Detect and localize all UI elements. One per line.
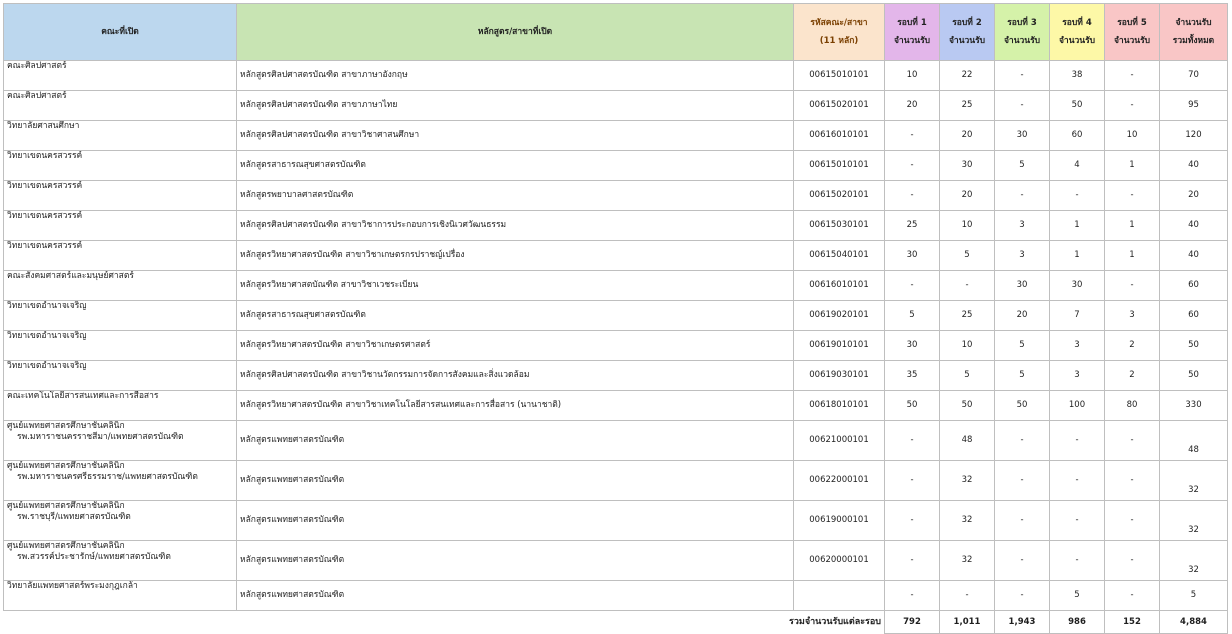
cell-round-4[interactable]: 3 [1050,331,1105,361]
cell-round-2[interactable]: 48 [940,421,995,461]
faculty-line: คณะศิลปศาสตร์ [7,61,67,71]
cell-code[interactable]: 00616010101 [794,121,885,151]
cell-total[interactable]: 40 [1160,241,1228,271]
faculty-line: วิทยาเขตอำนาจเจริญ [7,331,87,341]
cell-code[interactable]: 00618010101 [794,391,885,421]
header-program[interactable]: หลักสูตร/สาขาที่เปิด [237,4,794,61]
cell-round-5[interactable]: - [1105,461,1160,501]
cell-round-4[interactable]: 30 [1050,271,1105,301]
cell-round-1[interactable]: 10 [885,61,940,91]
table-row [4,61,1228,91]
header-code-line2: (11 หลัก) [819,35,859,46]
table-row [4,541,1228,581]
cell-code[interactable]: 00622000101 [794,461,885,501]
table-row [4,241,1228,271]
totals-grand[interactable]: 4,884 [1160,611,1228,634]
cell-faculty[interactable] [4,241,237,271]
cell-round-1[interactable]: 20 [885,91,940,121]
totals-round-1[interactable]: 792 [885,611,940,634]
cell-round-2[interactable]: 20 [940,181,995,211]
header-round-3[interactable] [995,4,1050,61]
faculty-line: ศูนย์แพทยศาสตรศึกษาชั้นคลินิก [7,541,125,551]
faculty-line: ศูนย์แพทยศาสตรศึกษาชั้นคลินิก [7,461,125,471]
cell-code[interactable]: 00615030101 [794,211,885,241]
faculty-line: วิทยาเขตอำนาจเจริญ [7,301,87,311]
cell-faculty[interactable] [4,121,237,151]
header-code[interactable] [794,4,885,61]
cell-faculty[interactable] [4,581,237,611]
cell-total[interactable]: 5 [1160,581,1228,611]
cell-round-3[interactable]: 50 [995,391,1050,421]
cell-round-4[interactable]: 1 [1050,211,1105,241]
cell-faculty[interactable] [4,211,237,241]
cell-round-2[interactable]: - [940,271,995,301]
cell-round-5[interactable]: 3 [1105,301,1160,331]
totals-round-5[interactable]: 152 [1105,611,1160,634]
totals-label: รวมจำนวนรับแต่ละรอบ [237,611,885,634]
cell-total[interactable]: 330 [1160,391,1228,421]
cell-program[interactable]: หลักสูตรแพทยศาสตรบัณฑิต [237,581,794,611]
cell-code[interactable]: 00620000101 [794,541,885,581]
faculty-line: รพ.สวรรค์ประชารักษ์/แพทยศาสตรบัณฑิต [17,552,171,562]
cell-round-4[interactable]: - [1050,181,1105,211]
cell-round-5[interactable]: 80 [1105,391,1160,421]
cell-round-3[interactable]: 30 [995,271,1050,301]
cell-program[interactable]: หลักสูตรพยาบาลศาสตรบัณฑิต [237,181,794,211]
cell-total[interactable]: 40 [1160,211,1228,241]
cell-round-5[interactable]: - [1105,271,1160,301]
cell-round-3[interactable]: - [995,461,1050,501]
table-row [4,421,1228,461]
cell-code[interactable]: 00615010101 [794,61,885,91]
cell-faculty[interactable] [4,461,237,501]
cell-total[interactable]: 32 [1160,501,1228,541]
faculty-line: รพ.มหาราชนครราชสีมา/แพทยศาสตรบัณฑิต [17,432,184,442]
cell-round-1[interactable]: 30 [885,241,940,271]
cell-round-5[interactable]: 2 [1105,331,1160,361]
totals-round-4[interactable]: 986 [1050,611,1105,634]
cell-total[interactable]: 32 [1160,461,1228,501]
header-total-line2: รวมทั้งหมด [1172,35,1215,46]
header-round-4[interactable] [1050,4,1105,61]
header-total[interactable] [1160,4,1228,61]
cell-round-1[interactable]: 30 [885,331,940,361]
cell-round-1[interactable]: 35 [885,361,940,391]
faculty-line: วิทยาลัยแพทยศาสตร์พระมงกุฎเกล้า [7,581,138,591]
cell-program[interactable]: หลักสูตรวิทยาศาสตรบัณฑิต สาขาวิชาเกษตรกรปราชญ์เปรื่อง [237,241,794,271]
cell-round-4[interactable]: 3 [1050,361,1105,391]
cell-round-4[interactable]: - [1050,501,1105,541]
header-total-line1: จำนวนรับ [1175,17,1212,28]
cell-code[interactable]: 00621000101 [794,421,885,461]
cell-round-3[interactable]: 5 [995,151,1050,181]
cell-faculty[interactable] [4,301,237,331]
cell-round-3[interactable]: 30 [995,121,1050,151]
faculty-line: วิทยาเขตนครสวรรค์ [7,151,83,161]
faculty-line: คณะสังคมศาสตร์และมนุษย์ศาสตร์ [7,271,134,281]
cell-code[interactable] [794,581,885,611]
table-row [4,301,1228,331]
cell-round-5[interactable]: - [1105,501,1160,541]
cell-faculty[interactable] [4,61,237,91]
cell-round-4[interactable]: 5 [1050,581,1105,611]
table-row [4,211,1228,241]
cell-round-4[interactable]: 60 [1050,121,1105,151]
faculty-line: คณะศิลปศาสตร์ [7,91,67,101]
table-body [4,61,1228,611]
cell-round-5[interactable]: - [1105,91,1160,121]
cell-round-4[interactable]: 4 [1050,151,1105,181]
cell-total[interactable]: 60 [1160,301,1228,331]
cell-faculty[interactable] [4,361,237,391]
cell-round-4[interactable]: 100 [1050,391,1105,421]
cell-total[interactable]: 48 [1160,421,1228,461]
cell-total[interactable]: 70 [1160,61,1228,91]
cell-round-3[interactable]: - [995,91,1050,121]
cell-round-5[interactable]: - [1105,61,1160,91]
cell-faculty[interactable] [4,541,237,581]
cell-code[interactable]: 00619000101 [794,501,885,541]
cell-round-2[interactable]: 25 [940,301,995,331]
cell-program[interactable]: หลักสูตรศิลปศาสตรบัณฑิต สาขาภาษาอังกฤษ [237,61,794,91]
header-code-line1: รหัสคณะ/สาขา [810,17,868,28]
cell-round-3[interactable]: 20 [995,301,1050,331]
table-row [4,181,1228,211]
header-round-1-title: รอบที่ 1 [897,17,927,28]
cell-round-1[interactable]: - [885,271,940,301]
table-row [4,331,1228,361]
cell-code[interactable]: 00615010101 [794,151,885,181]
cell-round-4[interactable]: - [1050,461,1105,501]
cell-program[interactable]: หลักสูตรวิทยาศาสตบัณฑิต สาขาวิชาเวชระเบียน [237,271,794,301]
cell-faculty[interactable] [4,421,237,461]
cell-program[interactable]: หลักสูตรศิลปศาสตรบัณฑิต สาขาวิชาการประกอบการเชิงนิเวศวัฒนธรรม [237,211,794,241]
cell-round-5[interactable]: 1 [1105,241,1160,271]
cell-round-2[interactable]: 25 [940,91,995,121]
cell-round-1[interactable]: - [885,501,940,541]
totals-row [4,611,1228,634]
cell-code[interactable]: 00619030101 [794,361,885,391]
cell-program[interactable]: หลักสูตรแพทยศาสตรบัณฑิต [237,501,794,541]
faculty-line: วิทยาลัยศาสนศึกษา [7,121,80,131]
cell-round-2[interactable]: 50 [940,391,995,421]
cell-round-3[interactable]: - [995,581,1050,611]
table-row [4,91,1228,121]
cell-faculty[interactable] [4,391,237,421]
header-round-1-sub: จำนวนรับ [893,35,931,46]
cell-total[interactable]: 50 [1160,361,1228,391]
cell-round-3[interactable]: 3 [995,241,1050,271]
cell-round-2[interactable]: 32 [940,541,995,581]
cell-faculty[interactable] [4,181,237,211]
cell-total[interactable]: 40 [1160,151,1228,181]
header-round-3-title: รอบที่ 3 [1007,17,1037,28]
cell-round-5[interactable]: - [1105,581,1160,611]
cell-program[interactable]: หลักสูตรแพทยศาสตรบัณฑิต [237,541,794,581]
table-row [4,391,1228,421]
cell-round-5[interactable]: 2 [1105,361,1160,391]
cell-round-2[interactable]: 32 [940,501,995,541]
cell-total[interactable]: 60 [1160,271,1228,301]
cell-program[interactable]: หลักสูตรสาธารณสุขศาสตรบัณฑิต [237,151,794,181]
cell-round-2[interactable]: 5 [940,361,995,391]
cell-round-3[interactable]: 5 [995,331,1050,361]
header-round-5-title: รอบที่ 5 [1117,17,1147,28]
cell-round-3[interactable]: - [995,421,1050,461]
cell-faculty[interactable] [4,91,237,121]
cell-round-4[interactable]: 1 [1050,241,1105,271]
faculty-line: วิทยาเขตอำนาจเจริญ [7,361,87,371]
cell-round-3[interactable]: - [995,61,1050,91]
table-row [4,581,1228,611]
header-round-2-sub: จำนวนรับ [948,35,986,46]
cell-round-3[interactable]: - [995,501,1050,541]
header-faculty[interactable]: คณะที่เปิด [4,4,237,61]
cell-program[interactable]: หลักสูตรศิลปศาสตรบัณฑิต สาขาวิชาศาสนศึกษา [237,121,794,151]
cell-round-2[interactable]: 32 [940,461,995,501]
cell-code[interactable]: 00619010101 [794,331,885,361]
cell-round-5[interactable]: 1 [1105,151,1160,181]
cell-round-4[interactable]: 50 [1050,91,1105,121]
totals-round-3[interactable]: 1,943 [995,611,1050,634]
cell-round-1[interactable]: 25 [885,211,940,241]
header-round-3-sub: จำนวนรับ [1003,35,1041,46]
cell-program[interactable]: หลักสูตรศิลปศาสตรบัณฑิต สาขาวิชานวัตกรรมการจัดการสังคมและสิ่งแวดล้อม [237,361,794,391]
cell-round-2[interactable]: 20 [940,121,995,151]
table-row [4,501,1228,541]
admission-table [3,3,1228,634]
faculty-line: รพ.ราชบุรี/แพทยศาสตรบัณฑิต [17,512,131,522]
faculty-line: วิทยาเขตนครสวรรค์ [7,241,83,251]
header-round-4-title: รอบที่ 4 [1062,17,1092,28]
cell-round-1[interactable]: - [885,461,940,501]
totals-round-2[interactable]: 1,011 [940,611,995,634]
cell-round-5[interactable]: - [1105,421,1160,461]
faculty-line: คณะเทคโนโลยีสารสนเทศและการสื่อสาร [7,391,159,401]
cell-round-2[interactable]: 10 [940,211,995,241]
cell-round-5[interactable]: - [1105,181,1160,211]
table-row [4,121,1228,151]
header-round-4-sub: จำนวนรับ [1058,35,1096,46]
cell-total[interactable]: 50 [1160,331,1228,361]
cell-round-1[interactable]: 50 [885,391,940,421]
cell-code[interactable]: 00615020101 [794,91,885,121]
header-round-1[interactable] [885,4,940,61]
cell-round-2[interactable]: 30 [940,151,995,181]
cell-round-2[interactable]: 10 [940,331,995,361]
cell-round-4[interactable]: - [1050,421,1105,461]
table-row [4,361,1228,391]
cell-round-3[interactable]: 5 [995,361,1050,391]
cell-round-5[interactable]: 1 [1105,211,1160,241]
cell-round-2[interactable]: 22 [940,61,995,91]
cell-code[interactable]: 00615040101 [794,241,885,271]
faculty-line: ศูนย์แพทยศาสตรศึกษาชั้นคลินิก [7,501,125,511]
faculty-line: รพ.มหาราชนครศรีธรรมราช/แพทยศาสตรบัณฑิต [17,472,198,482]
cell-code[interactable]: 00619020101 [794,301,885,331]
cell-total[interactable]: 20 [1160,181,1228,211]
cell-round-2[interactable]: - [940,581,995,611]
totals-blank [4,611,237,634]
cell-program[interactable]: หลักสูตรสาธารณสุขศาสตรบัณฑิต [237,301,794,331]
table-row [4,461,1228,501]
table-row [4,271,1228,301]
cell-program[interactable]: หลักสูตรแพทยศาสตรบัณฑิต [237,461,794,501]
cell-round-1[interactable]: 5 [885,301,940,331]
cell-faculty[interactable] [4,271,237,301]
cell-total[interactable]: 32 [1160,541,1228,581]
cell-code[interactable]: 00616010101 [794,271,885,301]
cell-program[interactable]: หลักสูตรแพทยศาสตรบัณฑิต [237,421,794,461]
cell-round-2[interactable]: 5 [940,241,995,271]
cell-code[interactable]: 00615020101 [794,181,885,211]
cell-round-5[interactable]: 10 [1105,121,1160,151]
header-round-2[interactable] [940,4,995,61]
cell-round-3[interactable]: - [995,541,1050,581]
cell-round-1[interactable]: - [885,121,940,151]
cell-round-1[interactable]: - [885,181,940,211]
cell-faculty[interactable] [4,501,237,541]
cell-faculty[interactable] [4,331,237,361]
header-row [4,4,1228,61]
header-round-5[interactable] [1105,4,1160,61]
cell-round-1[interactable]: - [885,541,940,581]
cell-faculty[interactable] [4,151,237,181]
cell-total[interactable]: 120 [1160,121,1228,151]
cell-round-1[interactable]: - [885,151,940,181]
cell-round-3[interactable]: - [995,181,1050,211]
cell-round-1[interactable]: - [885,421,940,461]
cell-program[interactable]: หลักสูตรวิทยาศาสตรบัณฑิต สาขาวิชาเทคโนโลยีสารสนเทศและการสื่อสาร (นานาชาติ) [237,391,794,421]
header-round-2-title: รอบที่ 2 [952,17,982,28]
header-round-5-sub: จำนวนรับ [1113,35,1151,46]
cell-round-1[interactable]: - [885,581,940,611]
faculty-line: วิทยาเขตนครสวรรค์ [7,181,83,191]
cell-round-3[interactable]: 3 [995,211,1050,241]
cell-program[interactable]: หลักสูตรวิทยาศาสตรบัณฑิต สาขาวิชาเกษตรศาสตร์ [237,331,794,361]
cell-program[interactable]: หลักสูตรศิลปศาสตรบัณฑิต สาขาภาษาไทย [237,91,794,121]
table-row [4,151,1228,181]
faculty-line: ศูนย์แพทยศาสตรศึกษาชั้นคลินิก [7,421,125,431]
cell-round-5[interactable]: - [1105,541,1160,581]
cell-round-4[interactable]: - [1050,541,1105,581]
faculty-line: วิทยาเขตนครสวรรค์ [7,211,83,221]
cell-round-4[interactable]: 38 [1050,61,1105,91]
cell-total[interactable]: 95 [1160,91,1228,121]
cell-round-4[interactable]: 7 [1050,301,1105,331]
